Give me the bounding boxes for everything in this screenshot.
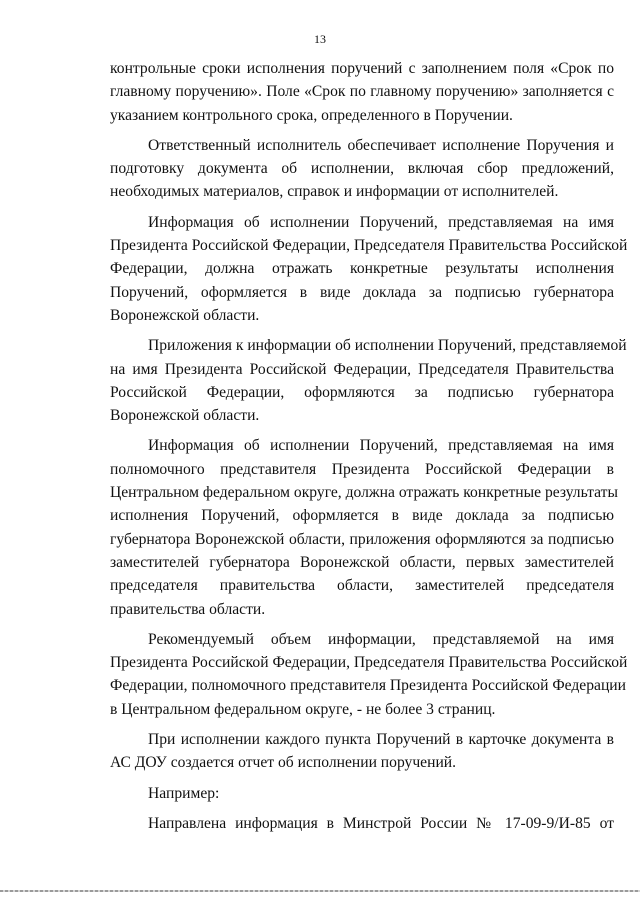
text-line: Воронежской области. [110, 407, 260, 425]
text-line: в Центральном федеральном округе, - не более 3 страниц. [110, 700, 496, 718]
text-line: Поручений, оформляется в виде доклада за подписью губернатора [110, 283, 614, 301]
text-line: Президента Российской Федерации, Председателя Правительства Российской [110, 654, 628, 672]
text-line: Приложения к информации об исполнении Поручений, представляемой [148, 337, 627, 355]
text-line: полномочного представителя Президента Российской Федерации в [110, 460, 614, 478]
paragraph [110, 728, 614, 775]
paragraph [110, 334, 627, 427]
text-line: подготовку документа об исполнении, включая сбор предложений, [110, 160, 614, 178]
paragraph [110, 134, 614, 204]
text-line: Информация об исполнении Поручений, представляемая на имя [148, 213, 614, 231]
text-line: Федерации, полномочного представителя Президента Российской Федерации [110, 677, 626, 695]
text-line: Ответственный исполнитель обеспечивает исполнение Поручения и [148, 136, 614, 154]
text-line: главному поручению». Поле «Срок по главному поручению» заполняется с [110, 83, 614, 101]
text-line: исполнения Поручений, оформляется в виде доклада за подписью [110, 507, 614, 525]
text-line: необходимых материалов, справок и информации от исполнителей. [110, 183, 559, 201]
paragraph [110, 812, 614, 835]
text-line: указанием контрольного срока, определенного в Поручении. [110, 106, 513, 124]
text-line: Например: [148, 784, 220, 802]
text-line: губернатора Воронежской области, приложения оформляются за подписью [110, 530, 614, 548]
text-line: Воронежской области. [110, 306, 260, 324]
paragraph [110, 211, 628, 327]
paragraph [110, 434, 618, 620]
text-line: правительства области. [110, 600, 266, 618]
text-line: заместителей губернатора Воронежской области, первых заместителей [110, 553, 614, 571]
text-line: контрольные сроки исполнения поручений с заполнением поля «Срок по [110, 60, 614, 77]
text-line: Рекомендуемый объем информации, представляемой на имя [148, 630, 614, 648]
text-line: на имя Президента Российской Федерации, Председателя Правительства [110, 360, 614, 378]
page-bottom-edge [0, 890, 640, 892]
paragraph [110, 57, 614, 127]
text-line: Президента Российской Федерации, Председателя Правительства Российской [110, 237, 628, 255]
text-line: Российской Федерации, оформляются за подписью губернатора [110, 383, 614, 401]
text-line: Центральном федеральном округе, должна отражать конкретные результаты [110, 484, 618, 502]
text-line: АС ДОУ создается отчет об исполнении поручений. [110, 754, 457, 772]
text-line: При исполнении каждого пункта Поручений в карточке документа в [148, 731, 614, 749]
page-number: 13 [314, 32, 326, 46]
text-line: Направлена информация в Минстрой России № 17-09-9/И-85 от [148, 814, 614, 832]
text-line: Федерации, должна отражать конкретные результаты исполнения [110, 260, 614, 278]
text-line: Информация об исполнении Поручений, представляемая на имя [148, 437, 614, 455]
paragraph [110, 628, 628, 721]
text-line: председателя правительства области, заместителей председателя [110, 577, 614, 595]
document-body [110, 57, 628, 842]
paragraph [110, 782, 614, 805]
